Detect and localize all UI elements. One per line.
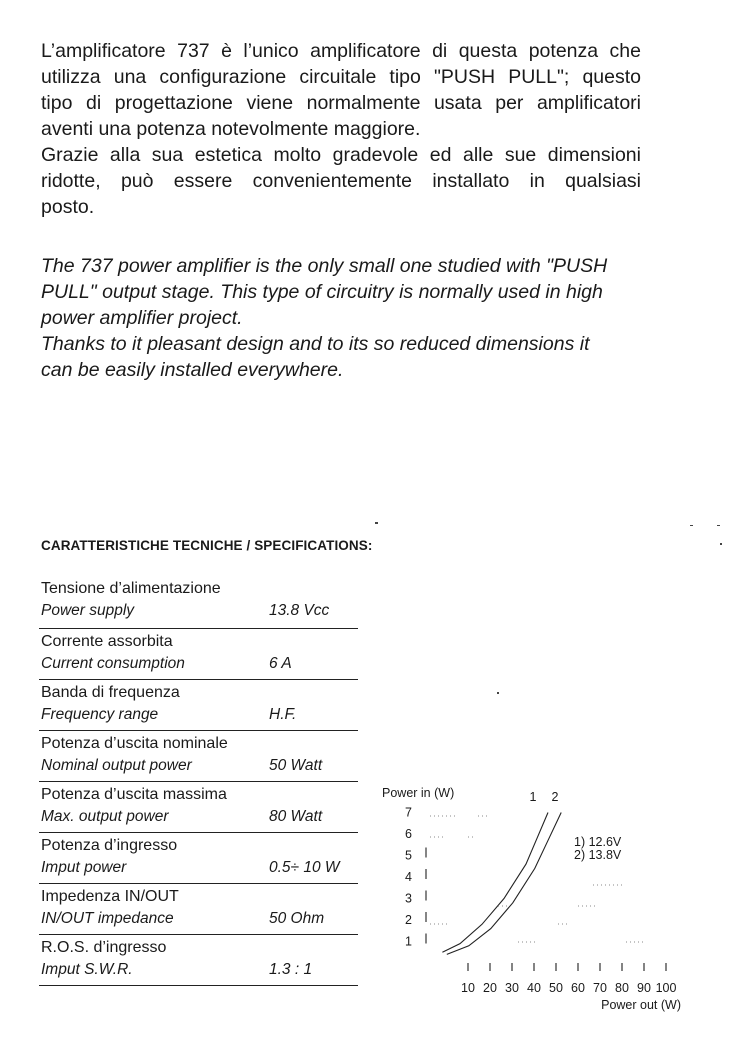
- x-axis-label: Power out (W): [601, 998, 681, 1012]
- spec-value: 0.5÷ 10 W: [269, 859, 340, 876]
- intro-en-line: The 737 power amplifier is the only small one studied with "PUSH: [41, 255, 608, 277]
- intro-english: [41, 253, 607, 383]
- spec-row-current-consumption: [39, 629, 358, 680]
- spec-value: 13.8 Vcc: [269, 602, 330, 619]
- x-tick-label: 40: [527, 981, 541, 995]
- spec-row-input-swr: [39, 935, 358, 986]
- spec-value: 80 Watt: [269, 808, 323, 825]
- y-tick-label: 3: [405, 891, 412, 906]
- spec-label-en: Power supply: [41, 602, 135, 619]
- power-curve-chart: [378, 780, 708, 1020]
- intro-en-line: PULL" output stage. This type of circuitry is normally used in high: [41, 281, 603, 303]
- series-line-2: [447, 813, 561, 955]
- scan-speck: [497, 692, 499, 694]
- spec-label-it: R.O.S. d’ingresso: [41, 939, 167, 956]
- spec-value: H.F.: [269, 706, 297, 723]
- spec-value: 50 Ohm: [269, 910, 325, 927]
- specifications-heading: CARATTERISTICHE TECNICHE / SPECIFICATIONS:: [41, 538, 373, 553]
- legend-entry: 2) 13.8V: [574, 848, 622, 862]
- spec-label-it: Banda di frequenza: [41, 684, 180, 701]
- x-tick-label: 60: [571, 981, 585, 995]
- x-tick-label: 10: [461, 981, 475, 995]
- spec-label-it: Corrente assorbita: [41, 633, 173, 650]
- y-tick-label: 7: [405, 805, 412, 820]
- series-line-1: [442, 813, 548, 953]
- spec-label-en: Max. output power: [41, 808, 169, 825]
- scan-speck: [717, 525, 720, 526]
- intro-it-line: posto.: [41, 196, 95, 218]
- y-tick-label: 5: [405, 848, 412, 863]
- spec-label-en: Current consumption: [41, 655, 185, 672]
- spec-row-impedance: [39, 884, 358, 935]
- intro-en-line: power amplifier project.: [41, 307, 243, 329]
- spec-label-it: Impedenza IN/OUT: [41, 888, 179, 905]
- spec-label-en: IN/OUT impedance: [41, 910, 174, 927]
- intro-it-line: utilizza una configurazione circuitale tipo "PUSH PULL"; questo: [41, 66, 641, 88]
- intro-it-line: Grazie alla sua estetica molto gradevole ed alle sue dimensioni: [41, 144, 641, 166]
- x-tick-label: 50: [549, 981, 563, 995]
- spec-row-max-output: [39, 782, 358, 833]
- spec-row-nominal-output: [39, 731, 358, 782]
- scan-speck: [720, 543, 722, 545]
- y-axis-label: Power in (W): [382, 786, 455, 800]
- intro-italian: [41, 38, 641, 220]
- curve-label-1: 1: [529, 790, 537, 804]
- intro-it-line: tipo di progettazione viene normalmente usata per amplificatori: [41, 92, 641, 114]
- intro-it-line: aventi una potenza notevolmente maggiore.: [41, 118, 421, 140]
- x-tick-label: 70: [593, 981, 607, 995]
- scan-speck: [375, 522, 378, 524]
- spec-row-input-power: [39, 833, 358, 884]
- x-tick-label: 100: [655, 981, 677, 995]
- y-tick-label: 2: [405, 913, 412, 927]
- x-tick-label: 80: [615, 981, 629, 995]
- spec-label-en: Imput power: [41, 859, 127, 876]
- x-tick-label: 30: [505, 981, 519, 995]
- spec-value: 6 A: [269, 655, 292, 672]
- spec-label-it: Potenza d’ingresso: [41, 837, 178, 854]
- spec-value: 1.3 : 1: [269, 961, 313, 978]
- legend-entry: 1) 12.6V: [574, 835, 622, 849]
- spec-row-power-supply: [39, 576, 358, 629]
- intro-it-line: ridotte, può essere convenientemente installato in qualsiasi: [41, 170, 641, 192]
- spec-label-en: Frequency range: [41, 706, 159, 723]
- specifications-table: [39, 576, 358, 986]
- spec-row-frequency-range: [39, 680, 358, 731]
- spec-value: 50 Watt: [269, 757, 323, 774]
- y-tick-label: 1: [405, 934, 412, 949]
- spec-label-it: Potenza d’uscita nominale: [41, 735, 228, 752]
- spec-label-en: Nominal output power: [41, 757, 192, 774]
- x-tick-label: 20: [483, 981, 497, 995]
- intro-it-line: L’amplificatore 737 è l’unico amplificatore di questa potenza che: [41, 40, 641, 62]
- intro-en-line: can be easily installed everywhere.: [41, 359, 344, 381]
- spec-label-it: Potenza d’uscita massima: [41, 786, 227, 803]
- y-tick-label: 4: [405, 870, 412, 884]
- x-tick-label: 90: [637, 981, 651, 995]
- scan-speck: [690, 525, 693, 526]
- spec-label-en: Imput S.W.R.: [41, 961, 133, 978]
- intro-en-line: Thanks to it pleasant design and to its so reduced dimensions it: [41, 333, 590, 355]
- y-tick-label: 6: [405, 827, 412, 841]
- curve-label-2: 2: [551, 790, 559, 804]
- spec-label-it: Tensione d’alimentazione: [41, 580, 221, 597]
